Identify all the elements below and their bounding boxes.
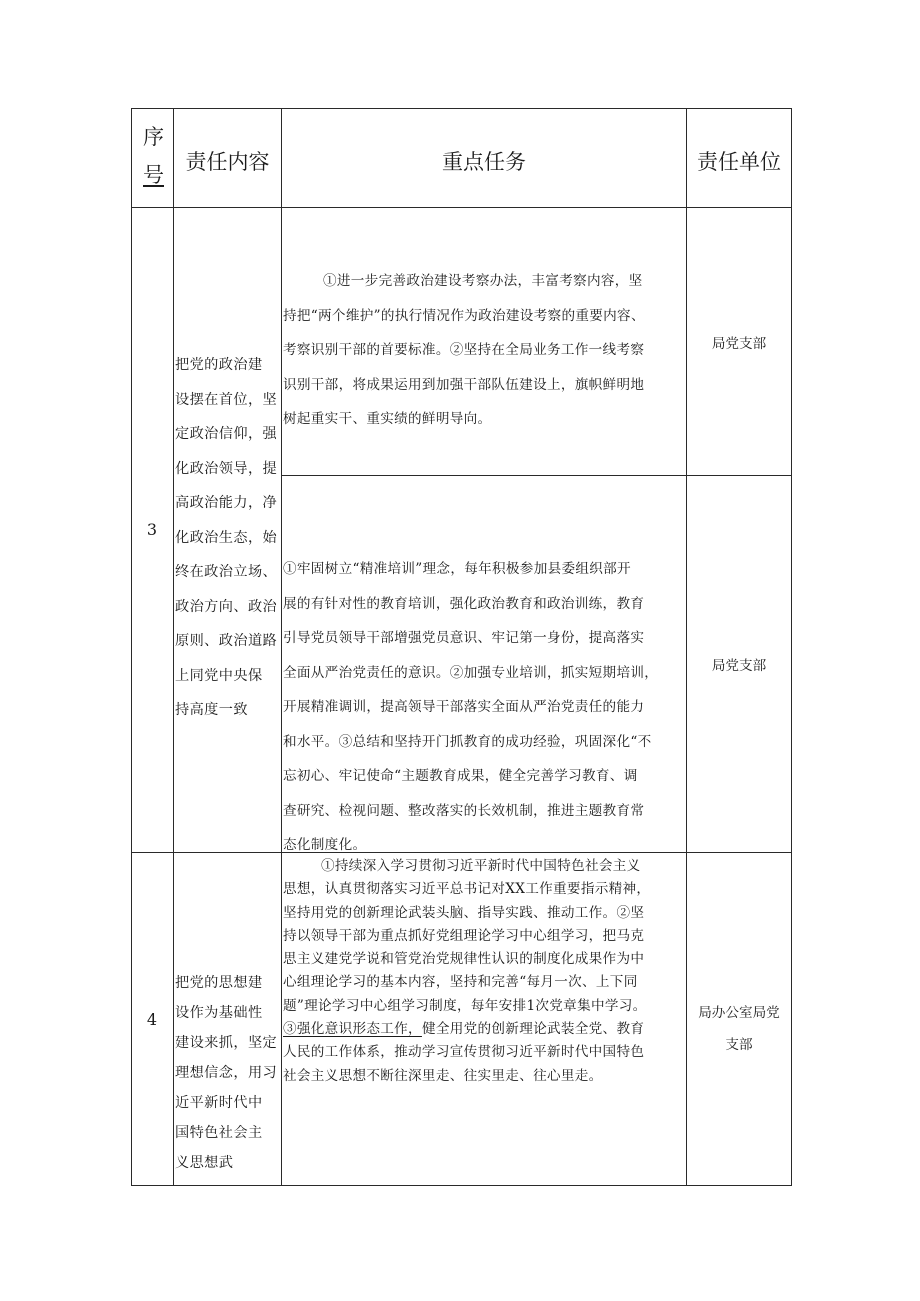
task-text: ①持续深入学习贯彻习近平新时代中国特色社会主义 思想，认真贯彻落实习近平总书记对XX工作重要指示精神， 坚持用党的创新理论武装头脑、指导实践、推动工作。②坚 持以领导干部为重点抓好党组理论学习中心组学习，把马克 思主义建党学说和管党治党规律性认识的制度化成果作为中 心组理论学习的基本内容，坚持和完善“每月一次、上下同 题”理论学习中心组学习制度，每年安排1次党章集中学习。 ③强化意识形态工作，健全用党的创新理论武装全党、教育 人民的工作体系，推动学习宣传贯彻习近平新时代中国特色 社会主义思想不断往深里走、往实里走、往心里走。 (283, 858, 651, 1084)
responsibility-table (131, 108, 792, 1186)
row-content: 把党的政治建 设摆在首位，坚 定政治信仰，强 化政治领导，提 高政治能力，净 化政治生态，始 终在政治立场、 政治方向、政治 原则、政治道路 上同党中央保 持高度一致 (175, 357, 278, 718)
unit-text: 局党支部 (711, 658, 767, 674)
unit-text: 局办公室局党 支部 (698, 1005, 780, 1053)
table-border-bottom (131, 1185, 792, 1186)
header-tasks: 重点任务 (442, 150, 526, 174)
table-border-top (131, 108, 792, 109)
task-text: ①牢固树立“精准培训”理念，每年积极参加县委组织部开 展的有针对性的教育培训，强化政治教育和政治训练，教育 引导党员领导干部增强党员意识、牢记第一身份，提高落实 全面从严治党责任的意识。②加强专业培训，抓实短期培训， 开展精准调训，提高领导干部落实全面从严治党责任的能力 和水平。③总结和坚持开门抓教育的成功经验，巩固深化“不 忘初心、牢记使命“主题教育成果，健全完善学习教育、调 查研究、检视问题、整改落实的长效机制，推进主题教育常 态化制度化。 (283, 561, 659, 853)
unit-text: 局党支部 (711, 336, 767, 352)
task-text: ①进一步完善政治建设考察办法，丰富考察内容，坚 持把“两个维护”的执行情况作为政治建设考察的重要内容、 考察识别干部的首要标准。②坚持在全局业务工作一线考察 识别干部，将成果运用到加强干部队伍建设上，旗帜鲜明地 树起重实干、重实绩的鲜明导向。 (283, 273, 645, 427)
column-divider (173, 108, 174, 1186)
header-unit: 责任单位 (697, 150, 781, 174)
table-border-right (791, 108, 792, 1186)
header-seq-line1: 序 (143, 125, 164, 149)
row-divider (131, 207, 792, 208)
header-content: 责任内容 (185, 150, 270, 174)
row-content: 把党的思想建 设作为基础性 建设来抓，坚定 理想信念，用习 近平新时代中 国特色社会主 义思想武 (175, 975, 278, 1171)
header-seq (143, 118, 173, 194)
row-seq: 3 (146, 520, 158, 539)
row-seq: 4 (146, 1010, 158, 1029)
row-divider (281, 475, 792, 476)
header-seq-line2: 号 (143, 163, 164, 187)
